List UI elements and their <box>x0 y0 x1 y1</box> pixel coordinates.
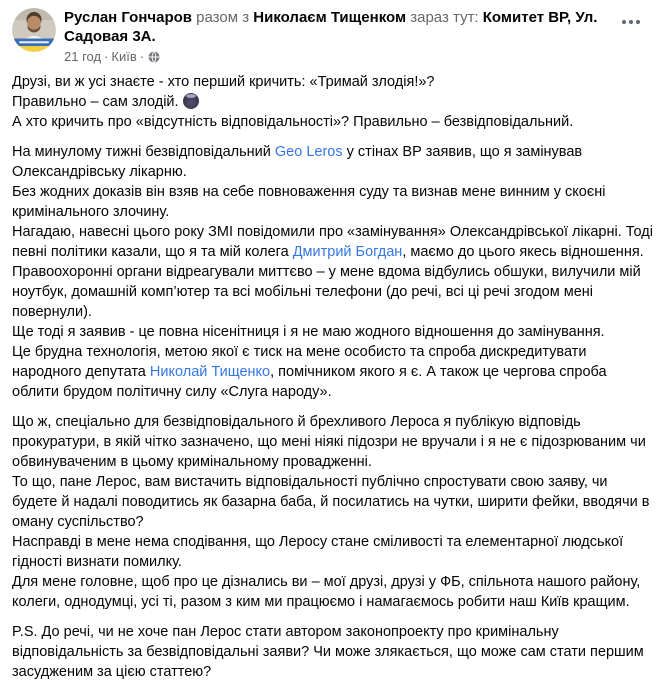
meta-separator: · <box>139 49 145 64</box>
ellipsis-dot <box>636 20 640 24</box>
post-text: Що ж, спеціально для безвідповідального й брехливого Лероса я публікую відповідь прокуратури, в якій чітко зазначено, що мені ніякі підозри не вручали і я не є підозрюваним чи обвинуваченим в цьому кримінальному провадженні. <box>12 414 646 470</box>
location-link[interactable]: Комитет ВР, Ул. Садовая 3А. <box>64 9 598 45</box>
post-paragraph <box>12 142 654 402</box>
post-text: , помічником якого я є. А також це чергова спроба облити брудом політичну силу «Слуга народу». <box>12 364 607 400</box>
post-text: Без жодних доказів він взяв на себе повноваження суду та визнав мене винним у скоєні кримінального злочину. <box>12 184 606 220</box>
post-text: Друзі, ви ж усі знаєте - хто перший кричить: «Тримай злодія!»? <box>12 74 435 90</box>
meta-separator: · <box>104 49 109 64</box>
author-link[interactable]: Руслан Гончаров <box>64 9 192 26</box>
timestamp-link[interactable]: 21 год <box>64 49 102 64</box>
globe-icon <box>148 51 160 63</box>
post-line <box>12 322 654 342</box>
post-title-line <box>64 8 618 46</box>
profile-link[interactable]: Николай Тищенко <box>149 364 271 380</box>
ellipsis-dot <box>629 20 633 24</box>
post-text: у стінах ВР заявив, що я замінував Олександрівську лікарню. <box>12 144 583 180</box>
post-text: P.S. До речі, чи не хоче пан Лерос стати автором законопроекту про кримінальну відповідальність за безвідповідальні заяви? Чи може злякається, що може сам стати першим засудженим за цією статтею? <box>12 624 644 680</box>
here-connector: зараз тут: <box>406 9 483 26</box>
post-line <box>12 532 654 572</box>
city-link[interactable]: Київ <box>111 49 137 64</box>
post-line <box>12 472 654 532</box>
avatar-photo <box>12 8 56 52</box>
ellipsis-dot <box>622 20 626 24</box>
tagged-profile-link[interactable]: Николаєм Тищенком <box>253 9 407 26</box>
post-text: Це брудна технологія, метою якої є тиск на мене особисто та спроба дискредитувати народного депутата <box>12 344 587 380</box>
post-options-button[interactable] <box>618 16 644 28</box>
post-text: Насправді в мене нема сподівання, що Леросу стане сміливості та елементарної людської гідності визнати помилку. <box>12 534 624 570</box>
post-text: А хто кричить про «відсутність відповідальності»? Правильно – безвідповідальний. <box>12 114 578 130</box>
post-line <box>12 142 654 182</box>
post-text: Правильно – сам злодій. <box>12 94 183 110</box>
post-paragraph <box>12 72 654 132</box>
post-text: Ще тоді я заявив - це повна нісенітниця і я не маю жодного відношення до замінування. <box>12 324 605 340</box>
post-line <box>12 622 654 682</box>
post-header <box>0 0 664 65</box>
post-line <box>12 72 654 92</box>
post-text: , маємо до цього якесь відношення. Правоохоронні органи відреагували миттєво – у мене вдома відбулись обшуки, вилучили мій ноутбук, домашній комп’ютер та всі мобільні телефони (до речі, всі ці речі згодом мені повернули). <box>12 244 644 320</box>
post-text: Для мене головне, щоб про це дізнались ви – мої друзі, друзі у ФБ, спільнота нашого району, колеги, однодумці, усі ті, разом з ким ми працюємо і намагаємось робити наш Київ кращим. <box>12 574 641 610</box>
post-line <box>12 342 654 402</box>
avatar[interactable] <box>12 8 56 52</box>
post-text: Нагадаю, навесні цього року ЗМІ повідомили про «замінування» Олександрівської лікарні. Тоді певні політики казали, що я та мій колега <box>12 224 653 260</box>
post-text: На минулому тижні безвідповідальний <box>12 144 275 160</box>
post-paragraph <box>12 622 654 682</box>
post-paragraph <box>12 412 654 612</box>
post-line <box>12 92 654 112</box>
profile-link[interactable]: Дмитрий Богдан <box>292 244 403 260</box>
post-line <box>12 572 654 612</box>
post-line <box>12 182 654 222</box>
profile-link[interactable]: Geo Leros <box>274 144 343 160</box>
facepalm-emoji-icon <box>183 93 199 109</box>
post-line <box>12 222 654 322</box>
post-text: То що, пане Лерос, вам вистачить відповідальності публічно спростувати свою заяву, чи будете й надалі поводитись як базарна баба, й посилатись на чутки, ширити фейки, вводячи в оману суспільство? <box>12 474 650 530</box>
post-meta <box>64 49 618 65</box>
post-line <box>12 112 654 132</box>
post-header-text <box>64 8 652 65</box>
post-line <box>12 412 654 472</box>
with-connector: разом з <box>192 9 254 26</box>
post-body <box>0 65 664 696</box>
